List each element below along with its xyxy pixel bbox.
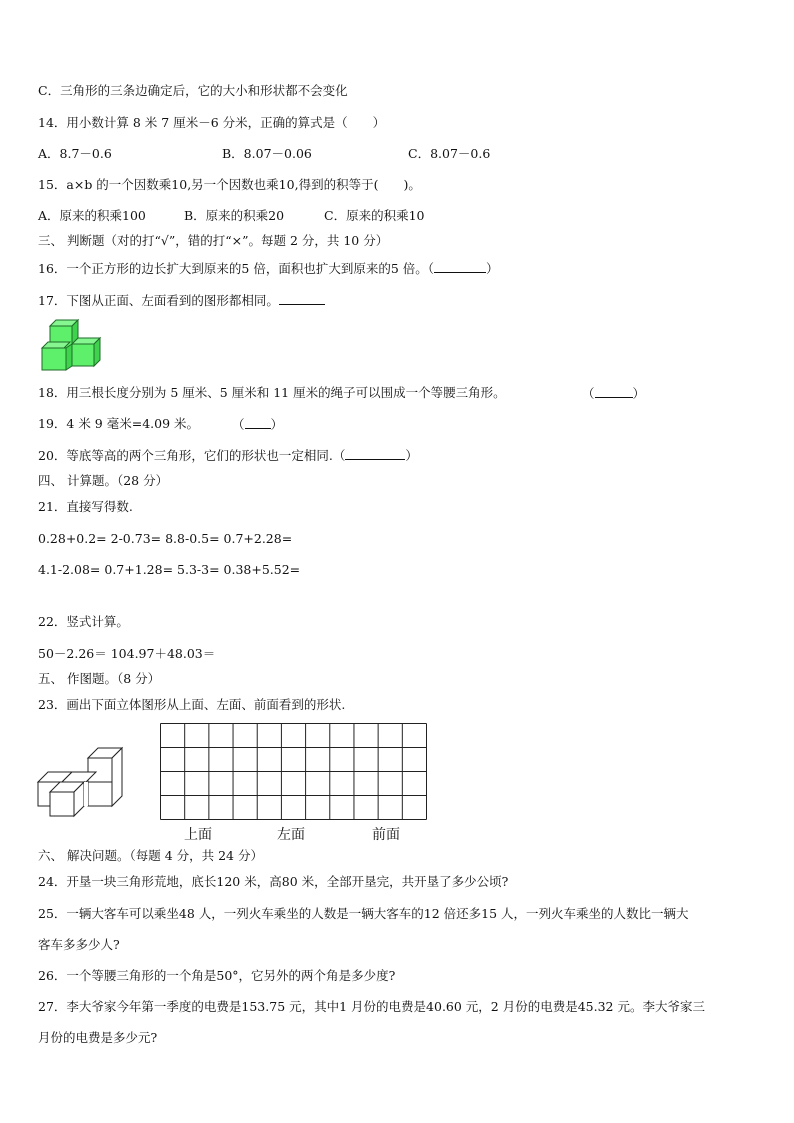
question-19: 19．4 米 9 毫米=4.09 米。 (38, 416, 200, 431)
q19-answer (232, 416, 283, 433)
q14-option-c: C．8.07－0.6 (408, 146, 491, 161)
q20-text: 20．等底等高的两个三角形，它们的形状也一定相同.（ (38, 448, 346, 463)
section-6-heading: 六、 解决问题。（每题 4 分，共 24 分） (38, 848, 263, 863)
q21-row-2: 4.1-2.08= 0.7+1.28= 5.3-3= 0.38+5.52= (38, 562, 301, 577)
cube-front-face (50, 792, 74, 816)
q14-option-b: B．8.07－0.06 (222, 146, 312, 161)
cube-front-face (88, 758, 112, 782)
q15-option-a: A．原来的积乘100 (38, 208, 146, 223)
drawing-grid[interactable] (160, 723, 427, 820)
question-16 (38, 260, 499, 277)
question-22: 22．竖式计算。 (38, 614, 129, 629)
question-27-line-2: 月份的电费是多少元? (38, 1030, 158, 1045)
question-27-line-1: 27．李大爷家今年第一季度的电费是153.75 元，其中1 月份的电费是40.60 元，2 月份的电费是45.32 元。李大爷家三 (38, 999, 705, 1014)
q19-close: ） (270, 417, 284, 432)
q19-answer-blank[interactable] (245, 416, 271, 429)
q21-row-1: 0.28+0.2= 2-0.73= 8.8-0.5= 0.7+2.28= (38, 531, 293, 546)
cube-gap (84, 782, 88, 806)
question-21: 21．直接写得数. (38, 499, 133, 514)
q15-option-b: B．原来的积乘20 (184, 208, 285, 223)
question-25-line-1: 25．一辆大客车可以乘坐48 人，一列火车乘坐的人数是一辆大客车的12 倍还多15 人，一列火车乘坐的人数比一辆大 (38, 906, 689, 921)
q17-answer-blank[interactable] (279, 292, 325, 305)
cube-front-face (88, 782, 112, 806)
question-15: 15．a×b 的一个因数乘10,另一个因数也乘10,得到的积等于( )。 (38, 177, 421, 192)
q18-open: （ (582, 386, 595, 401)
question-23: 23．画出下面立体图形从上面、左面、前面看到的形状. (38, 697, 346, 712)
question-20 (38, 447, 418, 464)
question-17 (38, 292, 325, 309)
cube-front-face (72, 344, 94, 366)
question-24: 24．开垦一块三角形荒地，底长120 米，高80 米，全部开垦完，共开垦了多少公顷? (38, 874, 509, 889)
option-c-line: C．三角形的三条边确定后，它的大小和形状都不会变化 (38, 83, 348, 98)
q14-option-a: A．8.7－0.6 (38, 146, 112, 161)
green-cubes-figure (40, 318, 104, 372)
q19-open: （ (232, 417, 245, 432)
section-5-heading: 五、 作图题。（8 分） (38, 671, 161, 686)
grid-label-top: 上面 (184, 827, 212, 843)
section-3-heading: 三、 判断题（对的打“√”，错的打“×”。每题 2 分，共 10 分） (38, 233, 389, 248)
q15-option-c: C．原来的积乘10 (324, 208, 425, 223)
cube-side-face (66, 344, 72, 370)
q16-answer-blank[interactable] (434, 260, 486, 273)
q18-answer (582, 385, 645, 402)
q20-answer-blank[interactable] (345, 447, 405, 460)
grid-label-front: 前面 (372, 827, 400, 843)
q20-close: ） (405, 448, 418, 463)
q16-text: 16．一个正方形的边长扩大到原来的5 倍，面积也扩大到原来的5 倍。（ (38, 261, 435, 276)
q16-close: ） (486, 261, 499, 276)
q18-answer-blank[interactable] (595, 385, 633, 398)
q17-text: 17．下图从正面、左面看到的图形都相同。 (38, 293, 279, 308)
cube-front-face (42, 348, 66, 370)
question-25-line-2: 客车多多少人? (38, 937, 120, 952)
question-14: 14．用小数计算 8 米 7 厘米－6 分米，正确的算式是（ ） (38, 115, 386, 130)
question-18: 18．用三根长度分别为 5 厘米、5 厘米和 11 厘米的绳子可以围成一个等腰三角形。 (38, 385, 506, 400)
section-4-heading: 四、 计算题。（28 分） (38, 473, 169, 488)
q22-row: 50－2.26＝ 104.97＋48.03＝ (38, 646, 216, 661)
q18-close: ） (632, 386, 646, 401)
question-26: 26．一个等腰三角形的一个角是50°，它另外的两个角是多少度? (38, 968, 396, 983)
cube-side-face (112, 748, 122, 806)
grid-label-left: 左面 (277, 827, 305, 843)
white-cubes-figure (36, 744, 126, 818)
